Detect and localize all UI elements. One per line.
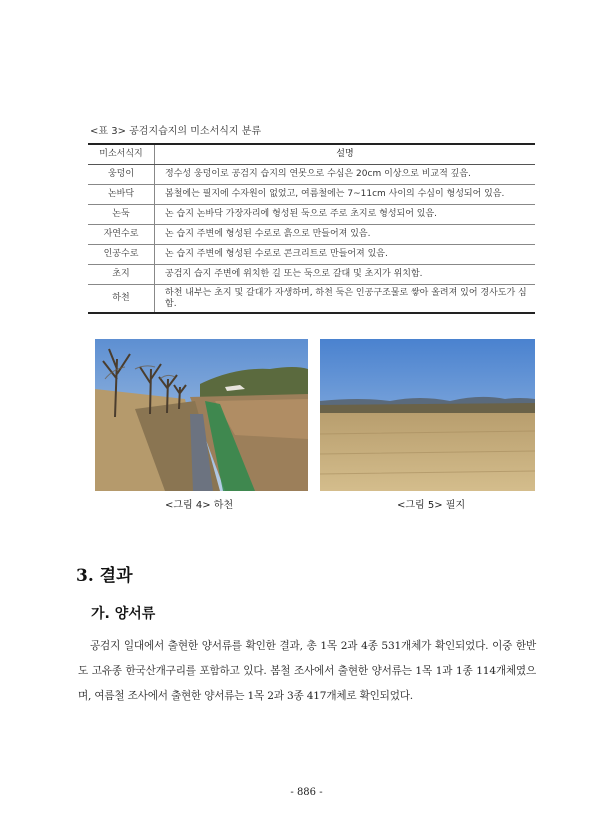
habitat-name: 초지 (88, 265, 155, 285)
habitat-description: 봄철에는 필지에 수자원이 없었고, 여름철에는 7~11cm 사이의 수심이 형성되어 있음. (155, 185, 536, 205)
habitat-name: 웅덩이 (88, 165, 155, 185)
habitat-name: 자연수로 (88, 225, 155, 245)
table-header-row (88, 144, 535, 165)
table-row (88, 185, 535, 205)
section-heading: 3. 결과 (76, 566, 133, 586)
habitat-description: 공검지 습지 주변에 위치한 길 또는 둑으로 갈대 및 초지가 위치함. (155, 265, 536, 285)
habitat-name: 인공수로 (88, 245, 155, 265)
habitat-description: 논 습지 논바닥 가장자리에 형성된 둑으로 주로 초지로 형성되어 있음. (155, 205, 536, 225)
page-number: - 886 - (290, 787, 323, 798)
figure-4-caption: <그림 4> 하천 (165, 500, 234, 511)
rice-field-photo (320, 339, 535, 491)
table-row (88, 165, 535, 185)
stream-photo (95, 339, 308, 491)
table-caption: <표 3> 공검지습지의 미소서식지 분류 (90, 126, 262, 137)
table-row (88, 285, 535, 314)
figure-5-caption: <그림 5> 필지 (397, 500, 466, 511)
table-row (88, 205, 535, 225)
habitat-description: 하천 내부는 초지 및 갈대가 자생하며, 하천 둑은 인공구조물로 쌓아 올려져 있어 경사도가 심함. (155, 285, 536, 314)
habitat-description: 논 습지 주변에 형성된 수로로 콘크리트로 만들어져 있음. (155, 245, 536, 265)
table-row (88, 245, 535, 265)
habitat-name: 논둑 (88, 205, 155, 225)
habitat-name: 하천 (88, 285, 155, 314)
body-paragraph: 공검지 일대에서 출현한 양서류를 확인한 결과, 총 1목 2과 4종 531개체가 확인되었다. 이중 한반도 고유종 한국산개구리를 포함하고 있다. 봄철 조사에서 출현한 양서류는 1목 1과 1종 114개체였으며, 여름철 조사에서 출현한 양서류는 1목 2과 3종 417개체로 확인되었다. (78, 640, 536, 702)
microhabitat-table (88, 143, 535, 314)
table-row (88, 265, 535, 285)
habitat-name: 논바닥 (88, 185, 155, 205)
habitat-description: 논 습지 주변에 형성된 수로로 흙으로 만들어져 있음. (155, 225, 536, 245)
column-header-habitat: 미소서식지 (88, 144, 155, 165)
subsection-heading: 가. 양서류 (91, 606, 156, 622)
column-header-description: 설명 (155, 144, 536, 165)
habitat-description: 정수성 웅덩이로 공검지 습지의 연못으로 수심은 20cm 이상으로 비교적 깊음. (155, 165, 536, 185)
table-row (88, 225, 535, 245)
